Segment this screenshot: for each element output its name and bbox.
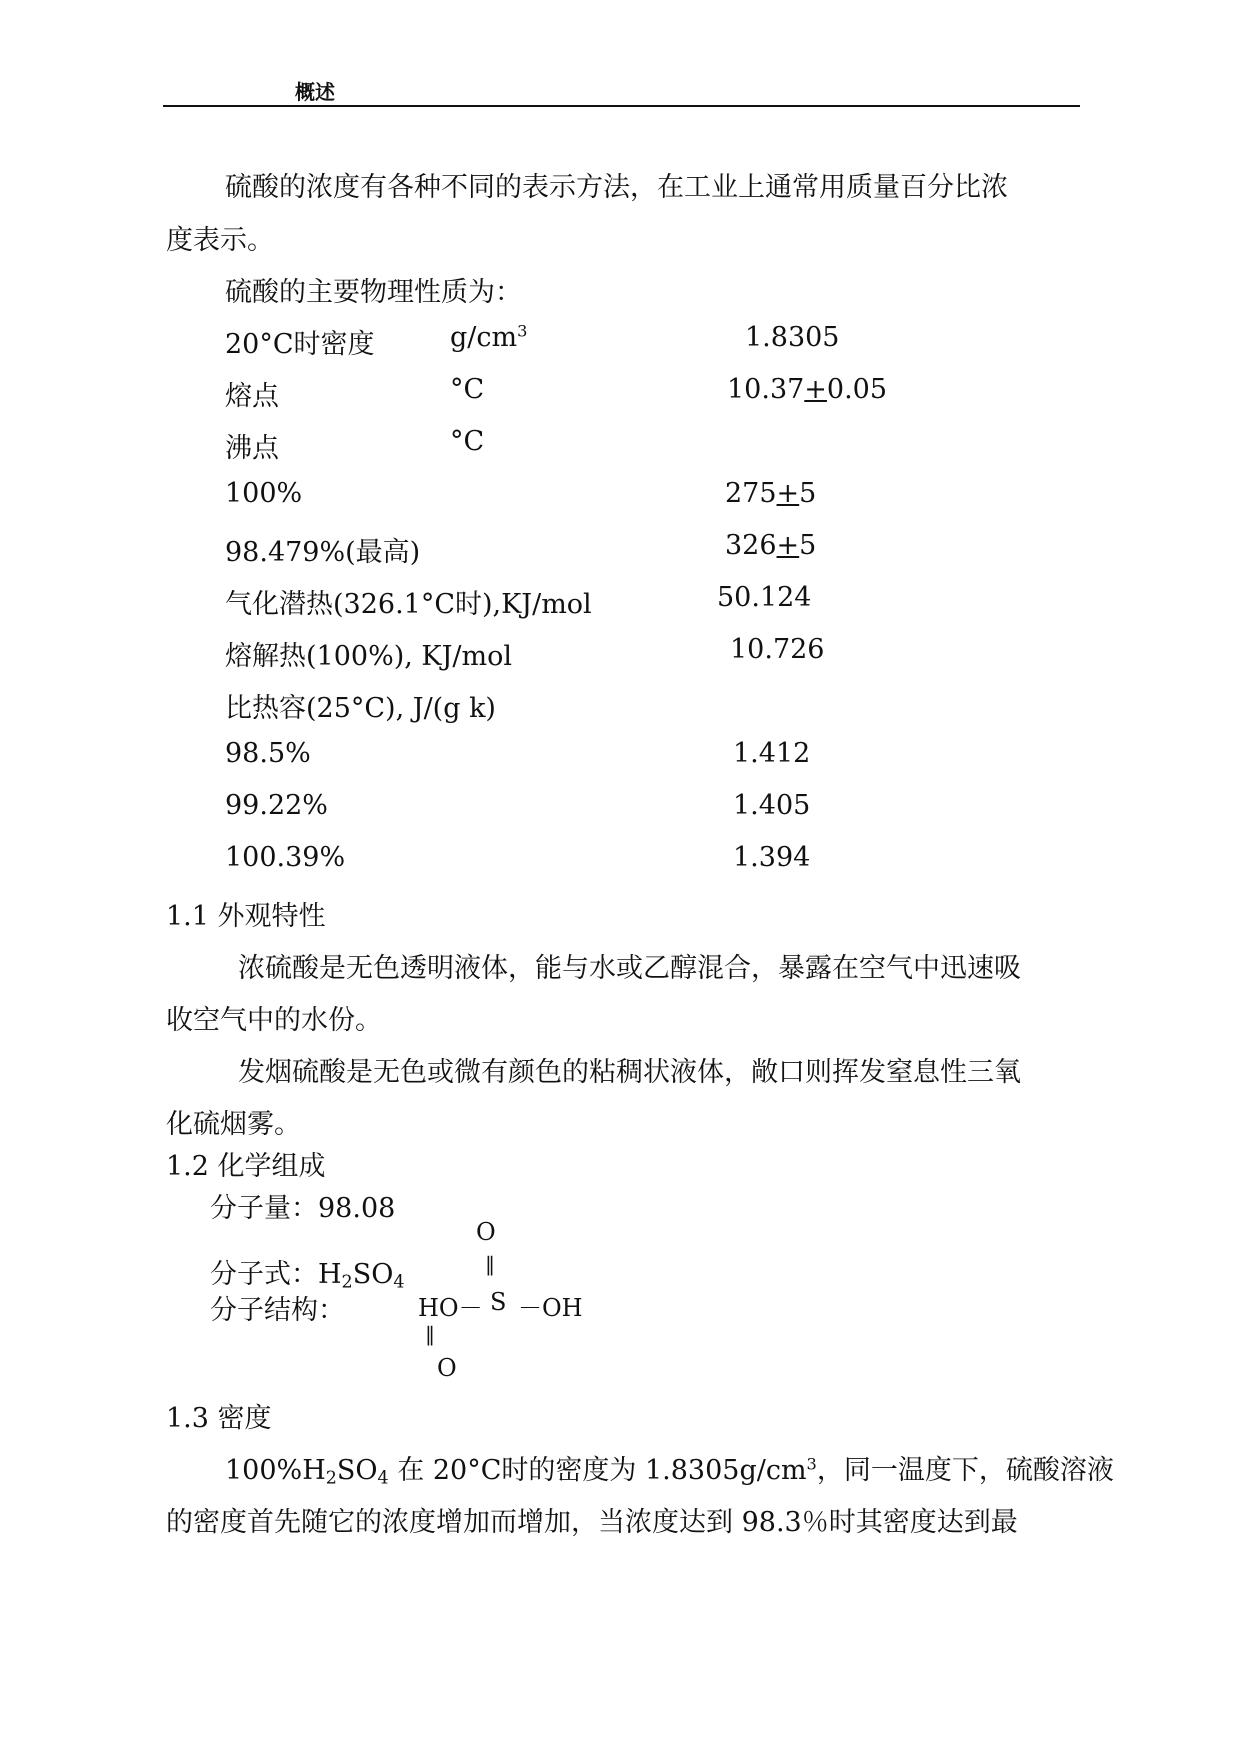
prop-value: 1.394 — [733, 842, 811, 873]
prop-name: 99.22% — [225, 790, 328, 821]
prop-value: 10.37+0.05 — [727, 374, 888, 405]
prop-unit: °C — [450, 426, 485, 457]
prop-name: 比热容(25°C), J/(g k) — [225, 693, 496, 724]
header-title: 概述 — [295, 80, 335, 104]
structure-top-oxygen: O — [476, 1218, 496, 1246]
section-title: 1.2 化学组成 — [166, 1151, 326, 1182]
paragraph-line: 收空气中的水份。 — [166, 1005, 382, 1036]
section-title: 1.3 密度 — [166, 1403, 272, 1434]
prop-value: 10.726 — [730, 634, 825, 665]
structure-oh: －OH — [518, 1294, 583, 1322]
intro-line-1: 硫酸的浓度有各种不同的表示方法，在工业上通常用质量百分比浓 — [225, 172, 1008, 203]
prop-value: 326+5 — [725, 530, 817, 561]
section-title: 1.1 外观特性 — [166, 901, 326, 932]
prop-name: 气化潜热(326.1°C时),KJ/mol — [225, 589, 592, 620]
header-rule — [163, 105, 1080, 107]
prop-value: 275+5 — [725, 478, 817, 509]
paragraph-line: 的密度首先随它的浓度增加而增加，当浓度达到 98.3％时其密度达到最 — [166, 1507, 1018, 1538]
paragraph-line: $100\%H_2SO_4$ 在 20°C时的密度为 $1.8305g/cm^3$，同一温度下，硫酸溶液 — [225, 1454, 1114, 1489]
molecular-structure-label: 分子结构： — [210, 1295, 345, 1326]
prop-name: 100% — [225, 478, 303, 509]
prop-value: 1.8305 — [745, 322, 840, 353]
prop-name: 熔解热(100%), KJ/mol — [225, 641, 513, 672]
prop-value: 1.412 — [733, 738, 811, 769]
molecular-weight: 分子量：98.08 — [210, 1193, 396, 1224]
prop-name: 98.5% — [225, 738, 311, 769]
structure-bottom-oxygen: O — [437, 1354, 457, 1382]
prop-name: 98.479%(最高) — [225, 537, 421, 568]
prop-name: 20°C时密度 — [225, 329, 375, 360]
prop-name: 熔点 — [225, 381, 279, 412]
prop-unit: $g/cm^3$ — [450, 321, 528, 353]
prop-value: 1.405 — [733, 790, 811, 821]
paragraph-line: 发烟硫酸是无色或微有颜色的粘稠状液体，敞口则挥发窒息性三氧 — [238, 1057, 1021, 1088]
structure-top-bond: ‖ — [485, 1252, 495, 1276]
prop-name: 100.39% — [225, 842, 346, 873]
paragraph-line: 浓硫酸是无色透明液体，能与水或乙醇混合，暴露在空气中迅速吸 — [238, 953, 1021, 984]
properties-heading: 硫酸的主要物理性质为： — [225, 277, 522, 308]
structure-bottom-bond: ‖ — [425, 1322, 435, 1346]
structure-sulfur: S — [490, 1288, 507, 1316]
intro-line-2: 度表示。 — [166, 225, 274, 256]
prop-unit: °C — [450, 374, 485, 405]
structure-ho: HO－ — [418, 1294, 483, 1322]
paragraph-line: 化硫烟雾。 — [166, 1109, 301, 1140]
molecular-formula: 分子式：$H_2SO_4$ — [210, 1259, 405, 1293]
prop-name: 沸点 — [225, 433, 279, 464]
prop-value: 50.124 — [717, 582, 812, 613]
